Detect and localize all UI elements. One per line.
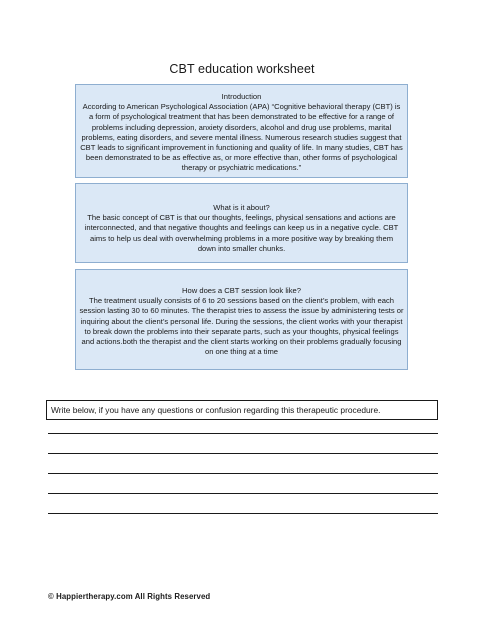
cbt-session-heading: How does a CBT session look like? xyxy=(182,286,301,295)
cbt-session-text: The treatment usually consists of 6 to 20 sessions based on the client’s problem, with each session lasting 30 to 60 minutes. The therapist tries to assess the issue by administering tests or inquiring about the client’s personal life. During the sessions, the client works with your therapist to break down the problems into their separate parts, such as your thoughts, physical feelings and actions.both the therapist and the client starts working on their problems gradually focusing on one thing at a time xyxy=(79,296,404,357)
writing-line-1[interactable] xyxy=(48,433,438,434)
introduction-text: According to American Psychological Association (APA) “Cognitive behavioral therapy (CBT) is a form of psychological treatment that has been demonstrated to be effective for a range of problems including depression, anxiety disorders, alcohol and drug use problems, marital problems, eating disorders, and severe mental illness. Numerous research studies suggest that CBT leads to significant improvement in functioning and quality of life. In many studies, CBT has been demonstrated to be as effective as, or more effective than, other forms of psychological therapy or psychiatric medications.” xyxy=(80,102,403,173)
writing-line-2[interactable] xyxy=(48,453,438,454)
what-is-it-about-box xyxy=(75,183,408,263)
what-is-it-about-heading: What is it about? xyxy=(213,203,270,212)
writing-line-5[interactable] xyxy=(48,513,438,514)
introduction-heading: Introduction xyxy=(221,92,262,101)
writing-line-4[interactable] xyxy=(48,493,438,494)
page-title: CBT education worksheet xyxy=(169,62,315,76)
cbt-session-box xyxy=(75,269,408,370)
what-is-it-about-text: The basic concept of CBT is that our thoughts, feelings, physical sensations and actions are interconnected, and that negative thoughts and feelings can keep us in a negative cycle. CBT aims to help us deal with overwhelming problems in a more positive way by breaking them down into smaller chunks. xyxy=(84,213,399,253)
writing-line-3[interactable] xyxy=(48,473,438,474)
introduction-box xyxy=(75,84,408,178)
questions-prompt-field[interactable]: Write below, if you have any questions or confusion regarding this therapeutic procedure. xyxy=(46,400,438,420)
copyright-footer: © Happiertherapy.com All Rights Reserved xyxy=(48,592,211,601)
